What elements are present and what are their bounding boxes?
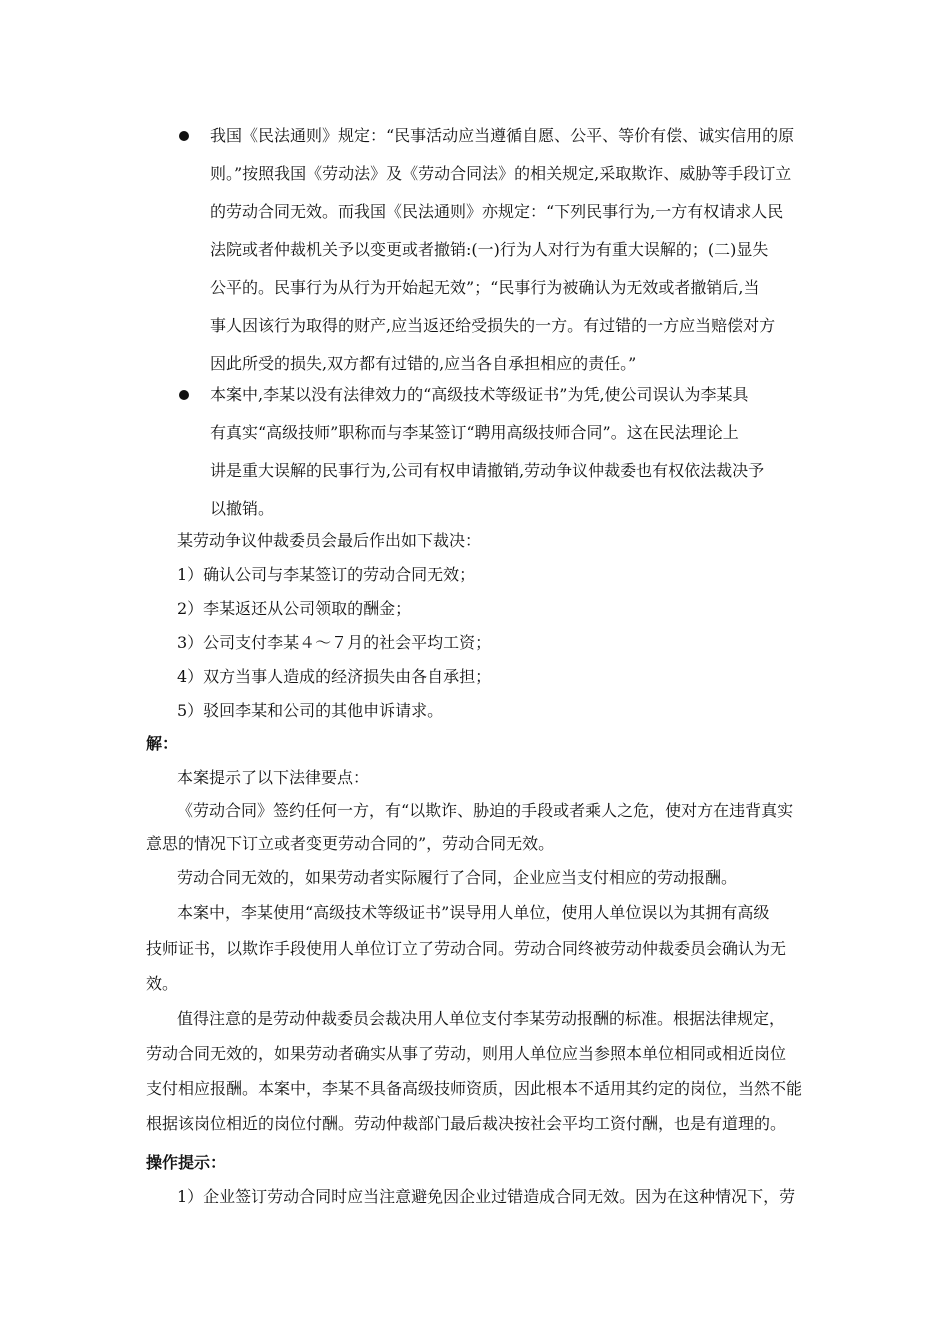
bullet-1-line-4: 法院或者仲裁机关予以变更或者撤销:(一)行为人对行为有重大误解的；(二)显失 [210,240,769,259]
solution-line-8: 值得注意的是劳动仲裁委员会裁决用人单位支付李某劳动报酬的标准。根据法律规定， [177,1009,786,1028]
solution-line-4: 劳动合同无效的，如果劳动者实际履行了合同，企业应当支付相应的劳动报酬。 [177,868,738,887]
bullet-2-line-4: 以撤销。 [210,499,275,518]
ruling-item-1: 1）确认公司与李某签订的劳动合同无效； [177,565,476,584]
solution-heading: 解： [146,734,179,753]
bullet-1-line-3: 的劳动合同无效。而我国《民法通则》亦规定：“下列民事行为,一方有权请求人民 [210,202,784,221]
ruling-item-2: 2）李某返还从公司领取的酬金； [177,599,412,618]
solution-line-5: 本案中，李某使用“高级技术等级证书”误导用人单位，使用人单位误以为其拥有高级 [177,903,770,922]
solution-line-9: 劳动合同无效的，如果劳动者确实从事了劳动，则用人单位应当参照本单位相同或相近岗位 [146,1044,787,1063]
bullet-1-line-7: 因此所受的损失,双方都有过错的,应当各自承担相应的责任。” [210,354,637,373]
bullet-1-line-2: 则。”按照我国《劳动法》及《劳动合同法》的相关规定,采取欺诈、威胁等手段订立 [210,164,792,183]
solution-line-11: 根据该岗位相近的岗位付酬。劳动仲裁部门最后裁决按社会平均工资付酬，也是有道理的。 [146,1114,787,1133]
bullet-2-line-1: 本案中,李某以没有法律效力的“高级技术等级证书”为凭,使公司误认为李某具 [210,385,749,404]
tips-line-1: 1）企业签订劳动合同时应当注意避免因企业过错造成合同无效。因为在这种情况下，劳 [177,1187,796,1206]
solution-line-1: 本案提示了以下法律要点： [177,768,370,787]
ruling-item-5: 5）驳回李某和公司的其他申诉请求。 [177,701,444,720]
solution-line-2: 《劳动合同》签约任何一方，有“以欺诈、胁迫的手段或者乘人之危，使对方在违背真实 [177,801,794,820]
solution-line-3: 意思的情况下订立或者变更劳动合同的”，劳动合同无效。 [146,834,555,853]
bullet-2-line-2: 有真实“高级技师”职称而与李某签订“聘用高级技师合同”。这在民法理论上 [210,423,739,442]
ruling-item-4: 4）双方当事人造成的经济损失由各自承担； [177,667,492,686]
ruling-item-3: 3）公司支付李某４～７月的社会平均工资； [177,633,492,652]
bullet-icon [179,131,189,141]
tips-heading: 操作提示： [146,1153,227,1172]
bullet-1-line-5: 公平的。民事行为从行为开始起无效”；“民事行为被确认为无效或者撤销后,当 [210,278,760,297]
bullet-2-line-3: 讲是重大误解的民事行为,公司有权申请撤销,劳动争议仲裁委也有权依法裁决予 [210,461,765,480]
solution-line-7: 效。 [146,974,179,993]
solution-line-6: 技师证书，以欺诈手段使用人单位订立了劳动合同。劳动合同终被劳动仲裁委员会确认为无 [146,939,787,958]
solution-line-10: 支付相应报酬。本案中，李某不具备高级技师资质，因此根本不适用其约定的岗位，当然不能 [146,1079,803,1098]
bullet-1-line-6: 事人因该行为取得的财产,应当返还给受损失的一方。有过错的一方应当赔偿对方 [210,316,776,335]
bullet-icon [179,390,189,400]
ruling-intro: 某劳动争议仲裁委员会最后作出如下裁决： [177,531,482,550]
bullet-1-line-1: 我国《民法通则》规定：“民事活动应当遵循自愿、公平、等价有偿、诚实信用的原 [210,126,795,145]
